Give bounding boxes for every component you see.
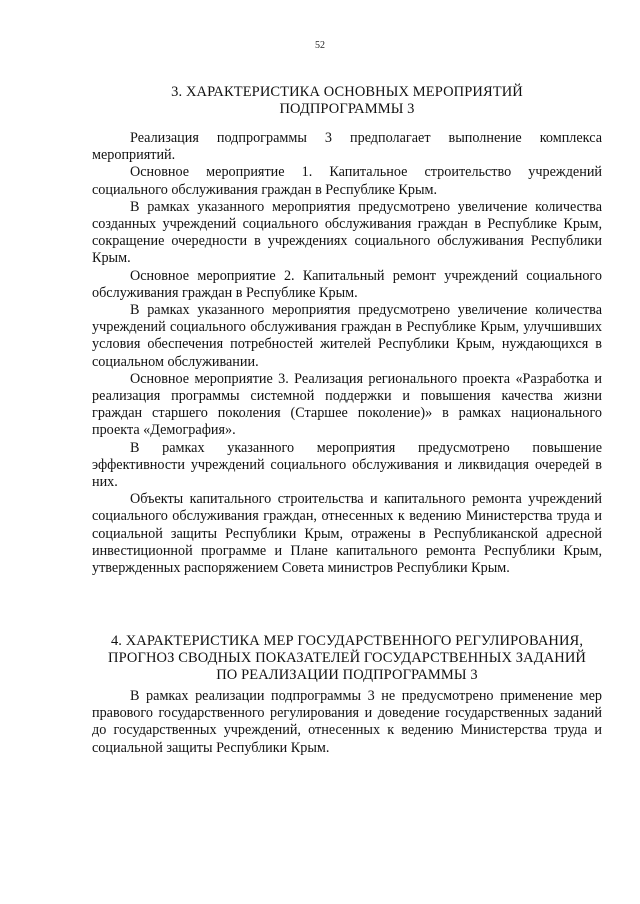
section-3-paragraph-4: Основное мероприятие 2. Капитальный ремонт учреждений социального обслуживания граждан в Республике Крым.: [92, 267, 602, 301]
section-4-paragraph-1: В рамках реализации подпрограммы 3 не предусмотрено применение мер правового государственного регулирования и доведение государственных заданий до государственных учреждений, отнесенных к ведению Министерства труда и социальной защиты Республики Крым.: [92, 688, 602, 756]
section-3-heading: [92, 84, 602, 118]
page-number: 52: [315, 40, 325, 51]
section-3-paragraph-2: Основное мероприятие 1. Капитальное строительство учреждений социального обслуживания граждан в Республике Крым.: [92, 164, 602, 198]
section-4-heading-line-3: ПО РЕАЛИЗАЦИИ ПОДПРОГРАММЫ 3: [216, 667, 478, 683]
section-4-heading-line-2: ПРОГНОЗ СВОДНЫХ ПОКАЗАТЕЛЕЙ ГОСУДАРСТВЕННЫХ ЗАДАНИЙ: [108, 650, 586, 666]
section-4-heading: [92, 633, 602, 684]
section-3-paragraph-3: В рамках указанного мероприятия предусмотрено увеличение количества созданных учреждений социального обслуживания граждан в Республике Крым, сокращение очередности в учреждениях социального обслуживания Республики Крым.: [92, 198, 602, 267]
section-3-paragraph-6: Основное мероприятие 3. Реализация регионального проекта «Разработка и реализация программы системной поддержки и повышения качества жизни граждан старшего поколения (Старшее поколение)» в рамках национального проекта «Демография».: [92, 370, 602, 439]
section-3-heading-line-2: ПОДПРОГРАММЫ 3: [279, 101, 415, 117]
section-3-paragraph-7: В рамках указанного мероприятия предусмотрено повышение эффективности учреждений социального обслуживания и ликвидация очередей в них.: [92, 439, 602, 491]
section-3-heading-line-1: 3. ХАРАКТЕРИСТИКА ОСНОВНЫХ МЕРОПРИЯТИЙ: [171, 84, 523, 100]
section-4-body: [92, 688, 602, 757]
section-3-paragraph-5: В рамках указанного мероприятия предусмотрено увеличение количества учреждений социального обслуживания граждан в Республике Крым, улучшивших условия обеспечения потребностей жителей Республики Крым, нуждающихся в социальном обслуживании.: [92, 302, 602, 370]
section-4-heading-line-1: 4. ХАРАКТЕРИСТИКА МЕР ГОСУДАРСТВЕННОГО РЕГУЛИРОВАНИЯ,: [110, 633, 584, 649]
section-3-paragraph-8: Объекты капитального строительства и капитального ремонта учреждений социального обслуживания граждан, отнесенных к ведению Министерства труда и социальной защиты Республики Крым, отражены в Республиканской адресной инвестиционной программе и Плане капитального ремонта Республики Крым, утвержденных распоряжением Совета министров Республики Крым.: [92, 491, 602, 577]
section-3-paragraph-1: Реализация подпрограммы 3 предполагает выполнение комплекса мероприятий.: [92, 130, 602, 164]
section-3-body: [92, 130, 602, 577]
